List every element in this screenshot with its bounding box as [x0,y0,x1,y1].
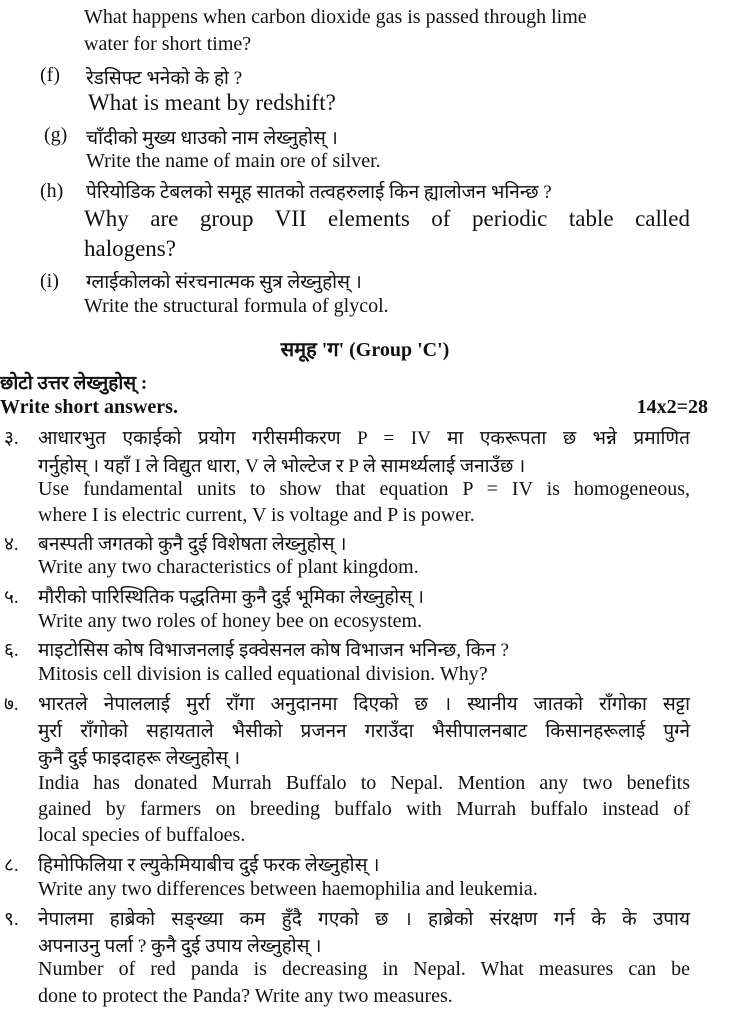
question-6-nepali: माइटोसिस कोष विभाजनलाई इक्वेसनल कोष विभाजन भनिन्छ, किन ? [38,640,509,661]
question-3-nepali-line1: आधारभुत एकाईको प्रयोग गरीसमीकरण P = IV मा एकरूपता छ भन्ने प्रमाणित [38,428,690,449]
question-3-english-line1: Use fundamental units to show that equation P = IV is homogeneous, [38,478,690,500]
question-7-nepali-line1: भारतले नेपाललाई मुर्रा राँगा अनुदानमा दिएको छ । स्थानीय जातको राँगोका सट्टा [38,694,690,715]
question-7-number: ७. [4,694,19,715]
question-8-nepali: हिमोफिलिया र ल्युकेमियाबीच दुई फरक लेख्नुहोस् । [38,855,380,876]
question-4-number: ४. [4,534,19,555]
question-9-nepali-line1: नेपालमा हाब्रेको सङ्ख्या कम हुँदै गएको छ । हाब्रेको संरक्षण गर्न के के उपाय [38,909,690,930]
question-e-english-line1: What happens when carbon dioxide gas is passed through lime [84,6,587,28]
question-f-nepali: रेडसिफ्ट भनेको के हो ? [86,68,243,89]
question-f-english: What is meant by redshift? [88,90,336,115]
question-h-english-line1: Why are group VII elements of periodic table called [84,206,690,231]
group-heading: समूह 'ग' (Group 'C') [280,339,450,361]
instruction-english: Write short answers. [0,396,178,418]
question-i-english: Write the structural formula of glycol. [84,295,389,317]
question-5-number: ५. [4,587,19,608]
question-7-english-line3: local species of buffaloes. [38,824,246,846]
question-i-number: (i) [40,270,59,292]
question-8-english: Write any two differences between haemophilia and leukemia. [38,878,538,900]
question-4-english: Write any two characteristics of plant kingdom. [38,556,419,578]
question-h-english-line2: halogens? [84,236,176,261]
question-3-number: ३. [4,428,19,449]
marks-label: 14x2=28 [636,396,708,418]
question-h-nepali: पेरियोडिक टेबलको समूह सातको तत्वहरुलाई किन ह्यालोजन भनिन्छ ? [86,182,552,203]
question-5-english: Write any two roles of honey bee on ecosystem. [38,610,423,632]
question-6-number: ६. [4,640,19,661]
question-7-english-line1: India has donated Murrah Buffalo to Nepal. Mention any two benefits [38,772,690,794]
question-3-english-line2: where I is electric current, V is voltage and P is power. [38,504,475,526]
question-9-nepali-line2: अपनाउनु पर्ला ? कुनै दुई उपाय लेख्नुहोस् । [38,936,322,957]
question-3-nepali-line2: गर्नुहोस् । यहाँ I ले विद्युत धारा, V ले भोल्टेज र P ले सामर्थ्यलाई जनाउँछ । [38,456,526,477]
question-e-english-line2: water for short time? [84,33,252,55]
question-h-number: (h) [40,180,64,202]
question-g-number: (g) [44,124,68,146]
question-7-nepali-line2: मुर्रा राँगोको सहायताले भैसीको प्रजनन गराउँदा भैसीपालनबाट किसानहरूलाई पुग्ने [38,721,690,742]
instruction-nepali: छोटो उत्तर लेख्नुहोस् : [0,373,148,394]
question-4-nepali: बनस्पती जगतको कुनै दुई विशेषता लेख्नुहोस् । [38,534,347,555]
question-9-number: ९. [4,909,19,930]
question-7-english-line2: gained by farmers on breeding buffalo with Murrah buffalo instead of [38,798,690,820]
question-7-nepali-line3: कुनै दुई फाइदाहरू लेख्नुहोस् । [38,748,241,769]
question-8-number: ८. [4,855,19,876]
question-5-nepali: मौरीको पारिस्थितिक पद्धतिमा कुनै दुई भूमिका लेख्नुहोस् । [38,587,425,608]
question-9-english-line2: done to protect the Panda? Write any two measures. [38,985,453,1007]
question-g-english: Write the name of main ore of silver. [86,150,381,172]
question-6-english: Mitosis cell division is called equational division. Why? [38,663,488,685]
question-i-nepali: ग्लाईकोलको संरचनात्मक सुत्र लेख्नुहोस् । [86,272,362,293]
question-9-english-line1: Number of red panda is decreasing in Nepal. What measures can be [38,958,690,980]
question-g-nepali: चाँदीको मुख्य धाउको नाम लेख्नुहोस् । [86,128,338,149]
question-f-number: (f) [40,64,60,86]
